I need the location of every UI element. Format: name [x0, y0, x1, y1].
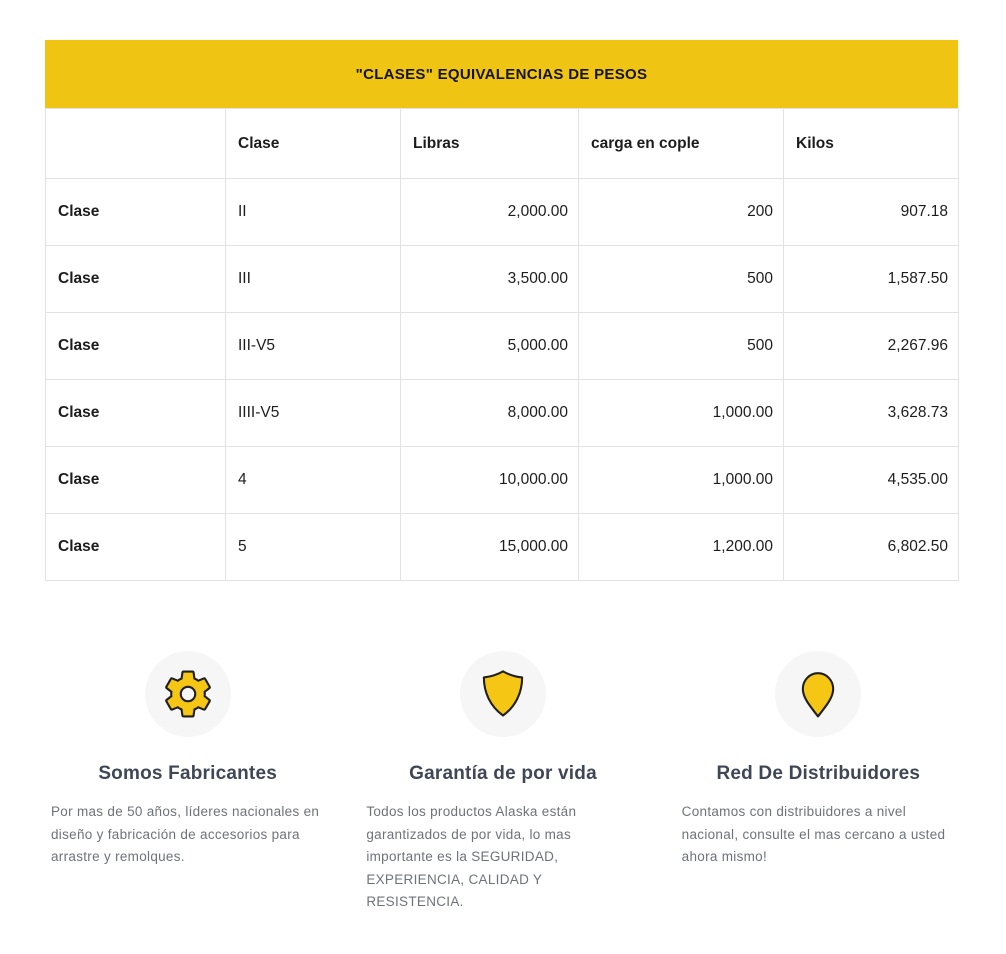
table-cell: 6,802.50 [784, 514, 959, 581]
feature-card-fabricantes [45, 651, 330, 914]
table-row [46, 313, 959, 380]
table-title-banner [45, 40, 958, 108]
weights-table [45, 108, 959, 581]
table-header-empty [46, 109, 226, 179]
table-cell: 1,000.00 [579, 447, 784, 514]
table-cell: 500 [579, 246, 784, 313]
weights-table-body [46, 179, 959, 581]
table-cell: 15,000.00 [401, 514, 579, 581]
features-section [45, 651, 961, 914]
feature-text: Por mas de 50 años, líderes nacionales en diseño y fabricación de accesorios para arrastre y remolques. [51, 804, 320, 864]
feature-text: Contamos con distribuidores a nivel nacional, consulte el mas cercano a usted ahora mismo! [681, 804, 946, 864]
shield-icon [475, 666, 531, 722]
table-cell: 8,000.00 [401, 380, 579, 447]
table-cell: II [226, 179, 401, 246]
table-cell: 5 [226, 514, 401, 581]
table-header-carga-en-cople: carga en cople [579, 109, 784, 179]
feature-card-distribuidores [676, 651, 961, 914]
table-cell: Clase [46, 514, 226, 581]
feature-card-garantia [360, 651, 645, 914]
table-cell: Clase [46, 447, 226, 514]
table-cell: 907.18 [784, 179, 959, 246]
table-cell: 3,628.73 [784, 380, 959, 447]
table-cell: IIII-V5 [226, 380, 401, 447]
table-title: "CLASES" EQUIVALENCIAS DE PESOS [355, 65, 648, 83]
table-header-clase: Clase [226, 109, 401, 179]
table-header-kilos: Kilos [784, 109, 959, 179]
feature-title: Somos Fabricantes [98, 763, 277, 784]
table-cell: 2,000.00 [401, 179, 579, 246]
table-cell: 3,500.00 [401, 246, 579, 313]
gear-icon [160, 666, 216, 722]
table-cell: III-V5 [226, 313, 401, 380]
table-cell: Clase [46, 179, 226, 246]
table-cell: Clase [46, 313, 226, 380]
table-row [46, 380, 959, 447]
table-row [46, 514, 959, 581]
table-row [46, 179, 959, 246]
icon-circle [460, 651, 546, 737]
table-cell: 1,200.00 [579, 514, 784, 581]
table-cell: 500 [579, 313, 784, 380]
table-cell: 5,000.00 [401, 313, 579, 380]
icon-circle [775, 651, 861, 737]
table-cell: 4,535.00 [784, 447, 959, 514]
feature-title: Red De Distribuidores [716, 763, 921, 784]
table-cell: Clase [46, 380, 226, 447]
icon-circle [145, 651, 231, 737]
table-cell: 10,000.00 [401, 447, 579, 514]
table-cell: 1,000.00 [579, 380, 784, 447]
feature-text: Todos los productos Alaska están garantizados de por vida, lo mas importante es la SEGURIDAD, EXPERIENCIA, CALIDAD Y RESISTENCIA. [366, 804, 577, 909]
location-pin-icon [790, 666, 846, 722]
table-cell: 2,267.96 [784, 313, 959, 380]
table-cell: 4 [226, 447, 401, 514]
table-header-libras: Libras [401, 109, 579, 179]
table-row [46, 447, 959, 514]
table-cell: III [226, 246, 401, 313]
weights-table-section [45, 40, 961, 581]
feature-title: Garantía de por vida [409, 763, 597, 784]
table-cell: 1,587.50 [784, 246, 959, 313]
table-cell: Clase [46, 246, 226, 313]
table-header-row [46, 109, 959, 179]
table-row [46, 246, 959, 313]
table-cell: 200 [579, 179, 784, 246]
